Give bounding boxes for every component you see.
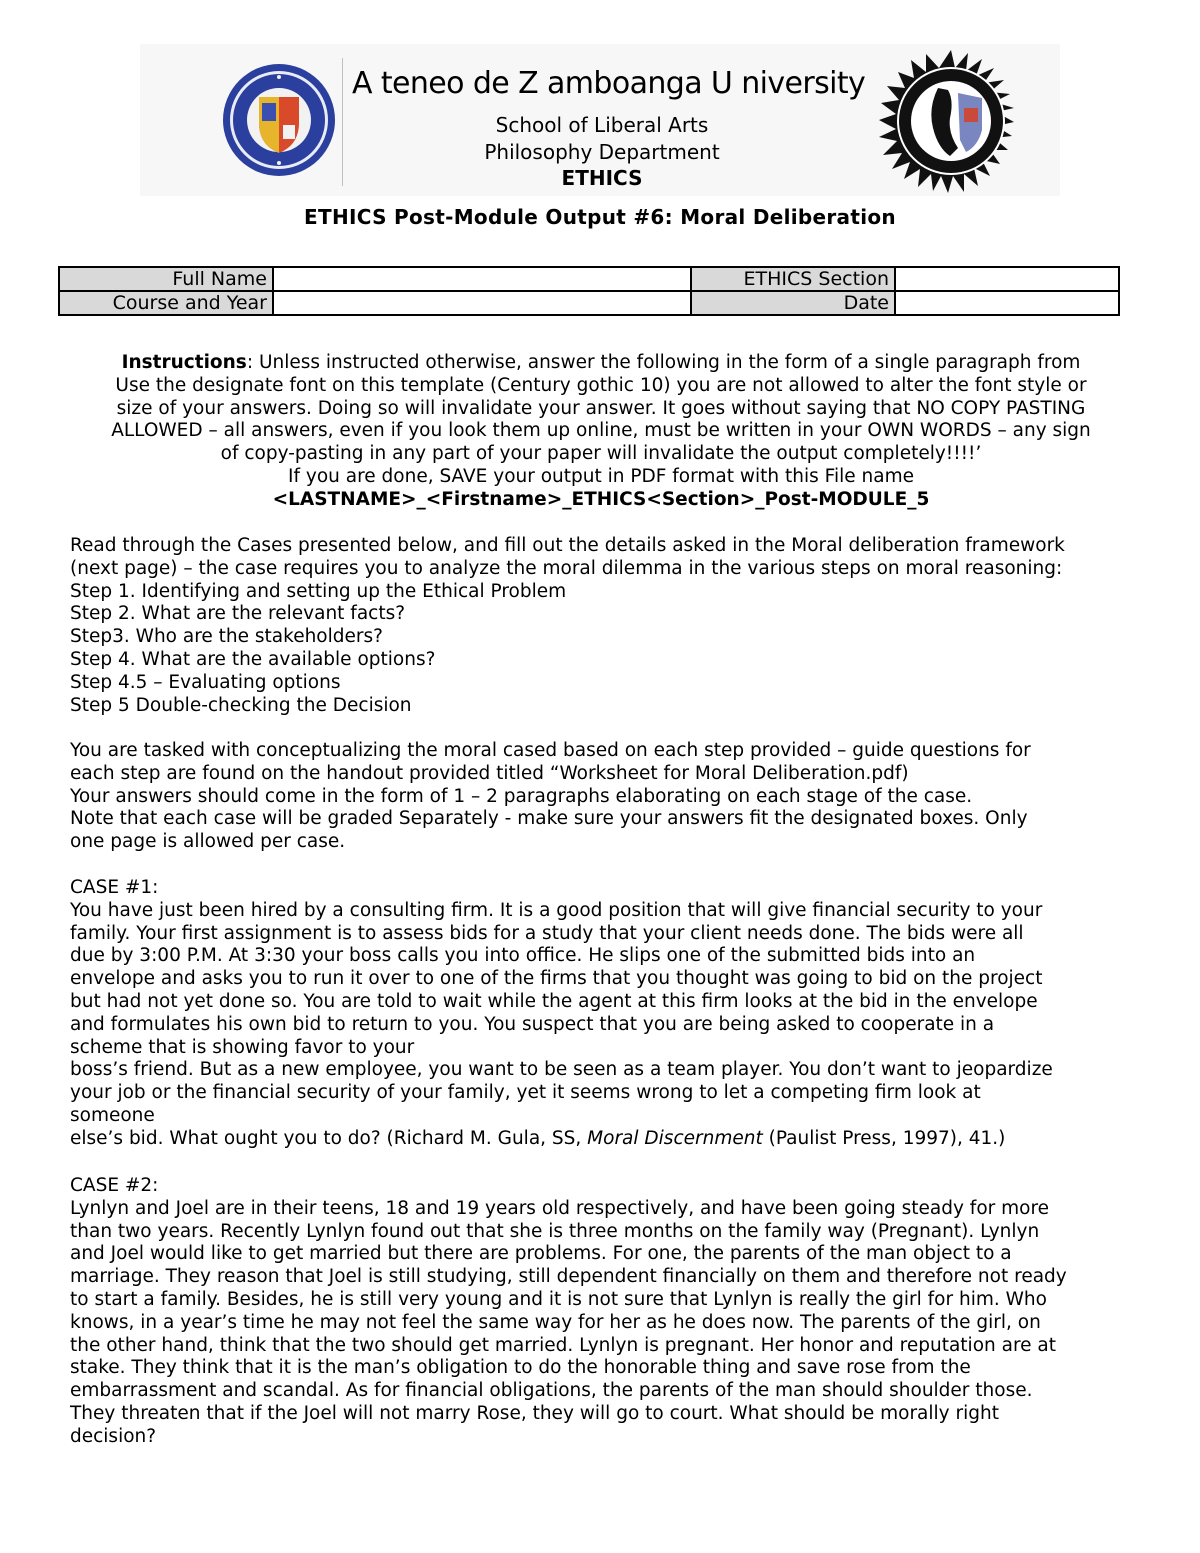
full-name-field[interactable] — [273, 267, 691, 291]
case-2-heading: CASE #2: — [70, 1175, 159, 1196]
course-year-field[interactable] — [273, 291, 691, 315]
task-line: one page is allowed per case. — [70, 831, 346, 853]
task-line: each step are found on the handout provided titled “Worksheet for Moral Deliberation.pdf) — [70, 762, 909, 784]
instructions-line: size of your answers. Doing so will invalidate your answer. It goes without saying that NO COPY PASTING — [116, 397, 1086, 419]
university-name: A teneo de Z amboanga U niversity — [352, 66, 866, 101]
header-divider — [342, 58, 343, 186]
instructions-line: Use the designate font on this template (Century gothic 10) you are not allowed to alter the font style or — [115, 374, 1087, 396]
intro-line: Read through the Cases presented below, and fill out the details asked in the Moral deliberation framework — [70, 535, 1065, 556]
case-1-line: your job or the financial security of your family, yet it seems wrong to let a competing firm look at — [70, 1082, 981, 1104]
task-line: You are tasked with conceptualizing the moral cased based on each step provided – guide questions for — [70, 740, 1031, 761]
case-2-line: embarrassment and scandal. As for financial obligations, the parents of the man should shoulder those. — [70, 1380, 1033, 1402]
school-name: School of Liberal Arts — [495, 113, 709, 137]
case-2-line: knows, in a year’s time he may not feel the same way for her as he does now. The parents of the girl, on — [70, 1311, 1041, 1333]
task-line: Your answers should come in the form of 1 – 2 paragraphs elaborating on each stage of the case. — [70, 785, 973, 807]
case-1-line: You have just been hired by a consulting firm. It is a good position that will give financial security to your — [70, 899, 1043, 921]
case-1-line: but had not yet done so. You are told to wait while the agent at this firm looks at the bid in the envelope — [70, 990, 1038, 1012]
step-item: Step3. Who are the stakeholders? — [70, 626, 383, 648]
case-1-line: and formulates his own bid to return to you. You suspect that you are being asked to cooperate in a — [70, 1013, 995, 1035]
case-2-line: decision? — [70, 1425, 157, 1447]
book-title: Moral Discernment — [587, 1127, 763, 1149]
document-title: ETHICS Post-Module Output #6: Moral Deliberation — [304, 205, 896, 229]
intro-block — [70, 535, 1065, 717]
case-2-block — [70, 1175, 1067, 1449]
instructions-line: of copy-pasting in any part of your paper will invalidate the output completely!!!!’ — [220, 443, 982, 465]
ethics-section-field[interactable] — [895, 267, 1119, 291]
case-2-line: and Joel would like to get married but there are problems. For one, the parents of the man object to a — [70, 1243, 1012, 1265]
task-line: Note that each case will be graded Separately - make sure your answers fit the designated boxes. Only — [70, 808, 1028, 830]
ethics-section-label: ETHICS Section — [691, 267, 895, 291]
case-2-line: marriage. They reason that Joel is still studying, still dependent financially on them and therefore not ready — [70, 1266, 1067, 1288]
file-name-format: <LASTNAME>_<Firstname>_ETHICS<Section>_Post-MODULE_5 — [272, 488, 930, 510]
case-1-line: family. Your first assignment is to assess bids for a study that your client needs done. The bids were all — [70, 922, 1024, 944]
case-1-line: boss’s friend. But as a new employee, you want to be seen as a team player. You don’t want to jeopardize — [70, 1059, 1053, 1081]
case-1-line: someone — [70, 1104, 155, 1126]
instructions-block — [66, 352, 1136, 512]
step-item: Step 1. Identifying and setting up the Ethical Problem — [70, 580, 567, 602]
instructions-label: Instructions — [121, 352, 247, 373]
date-field[interactable] — [895, 291, 1119, 315]
intro-line: (next page) – the case requires you to analyze the moral dilemma in the various steps on moral reasoning: — [70, 557, 1063, 579]
step-item: Step 4.5 – Evaluating options — [70, 671, 341, 693]
table-row — [59, 267, 1119, 291]
case-1-line: due by 3:00 P.M. At 3:30 your boss calls you into office. He slips one of the submitted bids into an — [70, 945, 976, 967]
case-2-line: stake. They think that it is the man’s obligation to do the honorable thing and save rose from the — [70, 1357, 971, 1379]
step-item: Step 4. What are the available options? — [70, 648, 436, 670]
student-info-table — [58, 266, 1120, 316]
case-2-line: They threaten that if the Joel will not marry Rose, they will go to court. What should be morally right — [70, 1402, 999, 1424]
case-2-line: Lynlyn and Joel are in their teens, 18 and 19 years old respectively, and have been going steady for more — [70, 1197, 1050, 1219]
table-row — [59, 291, 1119, 315]
case-1-heading: CASE #1: — [70, 877, 159, 898]
instructions-line: ALLOWED – all answers, even if you look them up online, must be written in your OWN WORDS – any sign — [111, 420, 1091, 442]
instructions-line: If you are done, SAVE your output in PDF format with this File name — [288, 465, 914, 487]
case-2-line: than two years. Recently Lynlyn found out that she is three months on the family way (Pregnant). Lynlyn — [70, 1220, 1040, 1242]
instructions-line: Instructions: Unless instructed otherwise, answer the following in the form of a single paragraph from — [121, 352, 1081, 373]
case-1-block — [70, 877, 1053, 1151]
full-name-label: Full Name — [59, 267, 273, 291]
case-1-line: envelope and asks you to run it over to one of the firms that you thought was going to bid on the project — [70, 968, 1043, 990]
case-2-line: the other hand, think that the two should get married. Lynlyn is pregnant. Her honor and reputation are at — [70, 1334, 1057, 1356]
subject-name: ETHICS — [561, 166, 643, 190]
philosophy-department-seal-logo — [878, 48, 1024, 194]
step-item: Step 5 Double-checking the Decision — [70, 694, 412, 716]
course-year-label: Course and Year — [59, 291, 273, 315]
department-name: Philosophy Department — [484, 140, 720, 164]
task-block — [70, 740, 1031, 854]
step-item: Step 2. What are the relevant facts? — [70, 603, 406, 625]
university-seal-logo — [222, 63, 336, 177]
case-1-line: scheme that is showing favor to your — [70, 1036, 415, 1058]
case-2-line: to start a family. Besides, he is still very young and it is not sure that Lynlyn is really the girl for him. Who — [70, 1288, 1047, 1310]
case-1-citation-line: else’s bid. What ought you to do? (Richard M. Gula, SS, Moral Discernment (Paulist Press, 1997), 41.) — [70, 1127, 1006, 1149]
date-label: Date — [691, 291, 895, 315]
